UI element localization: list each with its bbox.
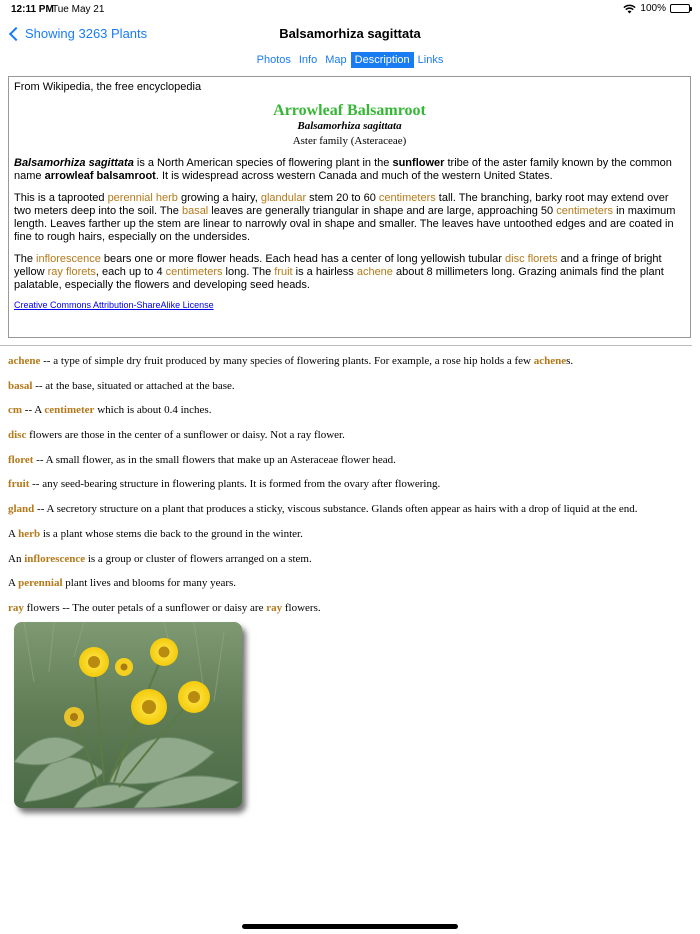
glossary-link[interactable]: glandular	[260, 192, 307, 204]
glossary-term: centimeter	[44, 404, 95, 417]
wiki-text: long. The	[222, 266, 275, 278]
wiki-text: is a North American species of flowering plant in the	[133, 157, 393, 169]
glossary-link[interactable]: perennial herb	[107, 192, 178, 204]
glossary-item	[8, 552, 692, 577]
wiki-text: tribe of the aster family known by the common name	[14, 157, 672, 182]
glossary-term: inflorescence	[24, 552, 86, 565]
gloss-text: An	[8, 552, 25, 565]
wiki-text: Balsamorhiza sagittata	[14, 157, 134, 169]
glossary-item	[8, 502, 692, 527]
glossary-item	[8, 379, 692, 404]
wiki-text: . It is widespread across western Canada and much of the western United States.	[155, 170, 553, 182]
navigation-bar	[0, 20, 700, 48]
wiki-paragraph-3	[14, 253, 685, 292]
wiki-text: , each up to 4	[95, 266, 166, 278]
glossary-item	[8, 477, 692, 502]
wiki-text: about 8 millimeters long. Grazing animals find the plant palatable, especially the flowers and developing seed heads.	[14, 266, 664, 291]
glossary-term: cm	[8, 404, 23, 417]
gloss-text: A	[8, 527, 19, 540]
glossary-term: gland	[8, 503, 35, 516]
glossary-term: achene	[533, 355, 567, 367]
back-button-label: Showing 3263 Plants	[25, 26, 148, 41]
gloss-text: is a plant whose stems die back to the ground in the winter.	[40, 527, 303, 540]
wikipedia-excerpt	[8, 76, 691, 338]
wiki-text: The	[14, 253, 37, 265]
gloss-text: -- a type of simple dry fruit produced by many species of flowering plants. For example, a rose hip holds a few	[40, 355, 534, 367]
glossary-term: floret	[8, 453, 34, 466]
tab-description[interactable]: Description	[351, 52, 414, 68]
wifi-icon	[623, 4, 636, 14]
gloss-text: flowers are those in the center of a sunflower or daisy. Not a ray flower.	[26, 429, 345, 442]
wiki-text: and a fringe of bright yellow	[14, 253, 662, 278]
gloss-text: which is about 0.4 inches.	[94, 404, 212, 417]
tab-photos[interactable]: Photos	[256, 54, 291, 66]
common-name-heading: Arrowleaf Balsamroot	[273, 102, 426, 119]
battery-icon	[670, 4, 690, 13]
wiki-text: stem 20 to 60	[306, 192, 379, 204]
license-link[interactable]: Creative Commons Attribution-ShareAlike License	[14, 300, 214, 310]
home-indicator[interactable]	[242, 924, 458, 929]
wiki-source-line: From Wikipedia, the free encyclopedia	[14, 81, 202, 93]
gloss-text: -- A secretory structure on a plant that produces a sticky, viscous substance. Glands often appear as hairs with a drop of liquid at the end.	[34, 503, 638, 516]
gloss-text: -- at the base, situated or attached at the base.	[32, 379, 235, 392]
glossary-term: perennial	[18, 577, 63, 590]
glossary-item	[8, 527, 692, 552]
tab-links[interactable]: Links	[417, 54, 444, 66]
gloss-text: is a group or cluster of flowers arranged on a stem.	[85, 552, 312, 565]
glossary-term: ray	[8, 601, 24, 614]
wiki-text: is a hairless	[292, 266, 357, 278]
wiki-text: growing a hairy,	[177, 192, 261, 204]
glossary-link[interactable]: centimeters	[378, 192, 436, 204]
battery-percent: 100%	[640, 3, 666, 14]
glossary-item	[8, 354, 692, 379]
glossary-term: basal	[8, 379, 33, 392]
glossary-link[interactable]: inflorescence	[36, 253, 101, 265]
plant-photo[interactable]	[14, 622, 242, 808]
tab-map[interactable]: Map	[325, 54, 347, 66]
glossary-term: herb	[18, 527, 41, 540]
segment-tabs	[0, 52, 700, 68]
glossary-link[interactable]: centimeters	[165, 266, 223, 278]
page-title: Balsamorhiza sagittata	[279, 26, 421, 41]
gloss-text: s.	[566, 355, 574, 367]
scientific-name: Balsamorhiza sagittata	[297, 120, 402, 132]
gloss-text: -- A small flower, as in the small flowers that make up an Asteraceae flower head.	[33, 453, 396, 466]
glossary-term: ray	[266, 601, 283, 614]
glossary-link[interactable]: fruit	[274, 266, 293, 278]
glossary-item	[8, 576, 692, 601]
glossary-item	[8, 428, 692, 453]
gloss-text: -- any seed-bearing structure in flowering plants. It is formed from the ovary after flowering.	[29, 478, 441, 491]
gloss-text: flowers.	[282, 601, 321, 614]
glossary-link[interactable]: ray florets	[47, 266, 96, 278]
wiki-paragraph-1	[14, 157, 685, 183]
glossary-item	[8, 403, 692, 428]
glossary-link[interactable]: basal	[181, 205, 209, 217]
status-bar	[0, 0, 700, 18]
gloss-text: A	[8, 577, 19, 590]
glossary-link[interactable]: centimeters	[556, 205, 614, 217]
gloss-text: flowers -- The outer petals of a sunflower or daisy are	[23, 601, 267, 614]
glossary-term: fruit	[8, 478, 30, 491]
wiki-text: bears one or more flower heads. Each head has a center of long yellowish tubular	[100, 253, 506, 265]
wiki-text: leaves are generally triangular in shape and are large, approaching 50	[208, 205, 557, 217]
glossary-list	[8, 354, 692, 626]
tab-info[interactable]: Info	[298, 54, 318, 66]
plant-family: Aster family (Asteraceae)	[292, 135, 407, 147]
gloss-text: -- A	[22, 404, 45, 417]
status-time: 12:11 PM	[11, 4, 54, 15]
glossary-term: achene	[8, 355, 41, 367]
wiki-text: This is a taprooted	[14, 192, 108, 204]
status-date: Tue May 21	[52, 4, 105, 15]
wiki-text: tall. The branching, barky root may extend over two meters deep into the soil. The	[14, 192, 669, 217]
glossary-item	[8, 453, 692, 478]
wiki-text: sunflower	[392, 157, 445, 169]
glossary-link[interactable]: disc florets	[505, 253, 558, 265]
gloss-text: plant lives and blooms for many years.	[62, 577, 237, 590]
divider	[0, 345, 692, 346]
status-indicators	[623, 3, 690, 14]
glossary-link[interactable]: achene	[356, 266, 393, 278]
wiki-text: in maximum length. Leaves farther up the stem are linear to narrowly oval in shape and smaller. The leaves have untoothed edges and are coated in fine to rough hairs, especially on the undersides.	[14, 205, 676, 243]
arrowleaf-balsamroot-illustration	[14, 622, 242, 808]
glossary-term: disc	[8, 429, 27, 442]
wiki-text: arrowleaf balsamroot	[44, 170, 156, 182]
wiki-paragraph-2	[14, 192, 685, 244]
